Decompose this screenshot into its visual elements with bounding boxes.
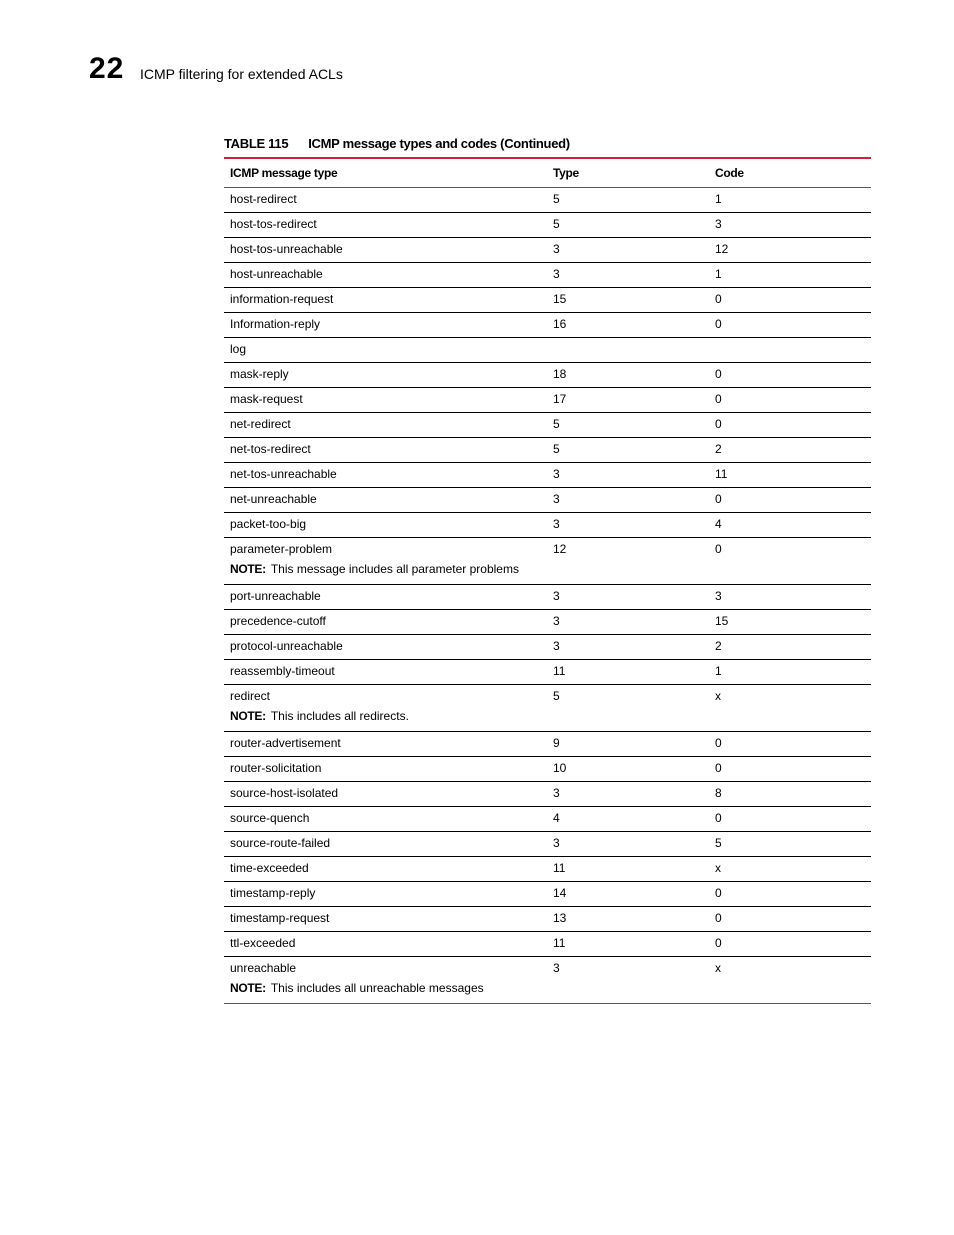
code-cell: 8 (709, 782, 871, 807)
table-row (224, 438, 871, 463)
message-type-cell (224, 288, 547, 313)
table-body (224, 188, 871, 1004)
table-row (224, 363, 871, 388)
row-note (230, 981, 541, 995)
message-type-name: packet-too-big (230, 517, 307, 531)
message-type-name: timestamp-request (230, 911, 330, 925)
code-cell: x (709, 857, 871, 882)
type-cell: 14 (547, 882, 709, 907)
message-type-name: reassembly-timeout (230, 664, 335, 678)
message-type-name: host-unreachable (230, 267, 323, 281)
type-cell: 3 (547, 513, 709, 538)
code-cell: x (709, 685, 871, 732)
row-note (230, 562, 541, 576)
type-cell: 5 (547, 685, 709, 732)
message-type-name: ttl-exceeded (230, 936, 296, 950)
table-row (224, 188, 871, 213)
type-cell: 11 (547, 857, 709, 882)
code-cell: 15 (709, 610, 871, 635)
message-type-cell (224, 685, 547, 732)
type-cell: 5 (547, 438, 709, 463)
type-cell: 3 (547, 957, 709, 1004)
code-cell: 0 (709, 288, 871, 313)
message-type-name: router-solicitation (230, 761, 322, 775)
message-type-cell (224, 538, 547, 585)
message-type-name: net-unreachable (230, 492, 317, 506)
column-header-type: Type (553, 166, 579, 180)
message-type-name: port-unreachable (230, 589, 321, 603)
code-cell: 0 (709, 413, 871, 438)
table-row (224, 238, 871, 263)
table-row (224, 685, 871, 732)
code-cell: 1 (709, 188, 871, 213)
type-cell: 5 (547, 413, 709, 438)
code-cell: 0 (709, 732, 871, 757)
message-type-cell (224, 488, 547, 513)
type-cell: 11 (547, 660, 709, 685)
table-row (224, 488, 871, 513)
type-cell: 3 (547, 832, 709, 857)
code-cell: 11 (709, 463, 871, 488)
type-cell: 17 (547, 388, 709, 413)
message-type-cell (224, 238, 547, 263)
column-header-code: Code (715, 166, 744, 180)
table-row (224, 957, 871, 1004)
code-cell: 3 (709, 213, 871, 238)
message-type-cell (224, 513, 547, 538)
message-type-name: net-tos-unreachable (230, 467, 337, 481)
table-row (224, 857, 871, 882)
message-type-cell (224, 832, 547, 857)
message-type-name: host-tos-unreachable (230, 242, 343, 256)
table-row (224, 288, 871, 313)
message-type-name: time-exceeded (230, 861, 309, 875)
type-cell: 12 (547, 538, 709, 585)
message-type-cell (224, 907, 547, 932)
type-cell: 3 (547, 585, 709, 610)
type-cell: 10 (547, 757, 709, 782)
message-type-cell (224, 957, 547, 1004)
type-cell: 3 (547, 782, 709, 807)
type-cell: 15 (547, 288, 709, 313)
message-type-name: protocol-unreachable (230, 639, 343, 653)
message-type-name: host-tos-redirect (230, 217, 317, 231)
table-row (224, 907, 871, 932)
code-cell: 0 (709, 488, 871, 513)
table-row (224, 463, 871, 488)
table-row (224, 338, 871, 363)
message-type-name: precedence-cutoff (230, 614, 326, 628)
message-type-cell (224, 882, 547, 907)
code-cell: 1 (709, 263, 871, 288)
message-type-cell (224, 660, 547, 685)
column-header-message-type: ICMP message type (230, 166, 338, 180)
code-cell: 1 (709, 660, 871, 685)
message-type-name: source-quench (230, 811, 310, 825)
table-row (224, 538, 871, 585)
type-cell: 11 (547, 932, 709, 957)
message-type-name: mask-request (230, 392, 303, 406)
code-cell: 0 (709, 388, 871, 413)
message-type-cell (224, 463, 547, 488)
note-text: This includes all unreachable messages (270, 981, 484, 995)
message-type-name: host-redirect (230, 192, 297, 206)
table-row (224, 585, 871, 610)
row-note (230, 709, 541, 723)
type-cell: 3 (547, 635, 709, 660)
message-type-cell (224, 188, 547, 213)
message-type-cell (224, 363, 547, 388)
code-cell: 12 (709, 238, 871, 263)
table-header-row (224, 158, 871, 188)
table-row (224, 757, 871, 782)
message-type-cell (224, 388, 547, 413)
message-type-name: unreachable (230, 961, 297, 975)
type-cell: 3 (547, 610, 709, 635)
table-row (224, 832, 871, 857)
table-row (224, 610, 871, 635)
code-cell: 0 (709, 538, 871, 585)
message-type-name: net-redirect (230, 417, 291, 431)
code-cell (709, 338, 871, 363)
code-cell: 3 (709, 585, 871, 610)
type-cell: 3 (547, 238, 709, 263)
table-row (224, 782, 871, 807)
message-type-cell (224, 213, 547, 238)
message-type-cell (224, 438, 547, 463)
code-cell: 0 (709, 313, 871, 338)
type-cell: 3 (547, 488, 709, 513)
table-title: ICMP message types and codes (Continued) (308, 136, 570, 151)
message-type-cell (224, 782, 547, 807)
code-cell: 0 (709, 932, 871, 957)
message-type-cell (224, 585, 547, 610)
code-cell: 0 (709, 882, 871, 907)
table-row (224, 882, 871, 907)
message-type-cell (224, 610, 547, 635)
code-cell: 0 (709, 807, 871, 832)
table-row (224, 313, 871, 338)
message-type-cell (224, 338, 547, 363)
message-type-name: timestamp-reply (230, 886, 316, 900)
note-text: This includes all redirects. (270, 709, 409, 723)
message-type-name: log (230, 342, 247, 356)
table-row (224, 413, 871, 438)
code-cell: 0 (709, 907, 871, 932)
note-label: NOTE: (230, 981, 266, 995)
message-type-name: router-advertisement (230, 736, 341, 750)
table-row (224, 732, 871, 757)
type-cell: 4 (547, 807, 709, 832)
message-type-cell (224, 857, 547, 882)
message-type-cell (224, 757, 547, 782)
code-cell: 0 (709, 363, 871, 388)
message-type-cell (224, 635, 547, 660)
table-row (224, 213, 871, 238)
message-type-name: parameter-problem (230, 542, 333, 556)
message-type-cell (224, 807, 547, 832)
table-row (224, 660, 871, 685)
type-cell: 3 (547, 263, 709, 288)
message-type-cell (224, 413, 547, 438)
message-type-name: redirect (230, 689, 271, 703)
message-type-cell (224, 932, 547, 957)
type-cell: 13 (547, 907, 709, 932)
type-cell: 16 (547, 313, 709, 338)
note-text: This message includes all parameter problems (270, 562, 519, 576)
type-cell: 9 (547, 732, 709, 757)
table-row (224, 263, 871, 288)
table-row (224, 807, 871, 832)
note-label: NOTE: (230, 709, 266, 723)
type-cell: 3 (547, 463, 709, 488)
message-type-name: source-route-failed (230, 836, 331, 850)
type-cell (547, 338, 709, 363)
message-type-name: Information-reply (230, 317, 321, 331)
chapter-number: 22 (89, 52, 125, 85)
code-cell: 2 (709, 635, 871, 660)
table-row (224, 388, 871, 413)
type-cell: 5 (547, 188, 709, 213)
message-type-cell (224, 263, 547, 288)
message-type-name: information-request (230, 292, 334, 306)
icmp-table (224, 157, 871, 1004)
code-cell: 5 (709, 832, 871, 857)
table-row (224, 635, 871, 660)
code-cell: 0 (709, 757, 871, 782)
message-type-name: source-host-isolated (230, 786, 339, 800)
table-row (224, 513, 871, 538)
message-type-name: net-tos-redirect (230, 442, 311, 456)
table-label: TABLE 115 (224, 136, 289, 151)
type-cell: 18 (547, 363, 709, 388)
code-cell: x (709, 957, 871, 1004)
message-type-name: mask-reply (230, 367, 289, 381)
chapter-title: ICMP filtering for extended ACLs (140, 66, 343, 82)
table-row (224, 932, 871, 957)
code-cell: 4 (709, 513, 871, 538)
message-type-cell (224, 732, 547, 757)
message-type-cell (224, 313, 547, 338)
note-label: NOTE: (230, 562, 266, 576)
type-cell: 5 (547, 213, 709, 238)
table-caption (224, 136, 570, 151)
code-cell: 2 (709, 438, 871, 463)
